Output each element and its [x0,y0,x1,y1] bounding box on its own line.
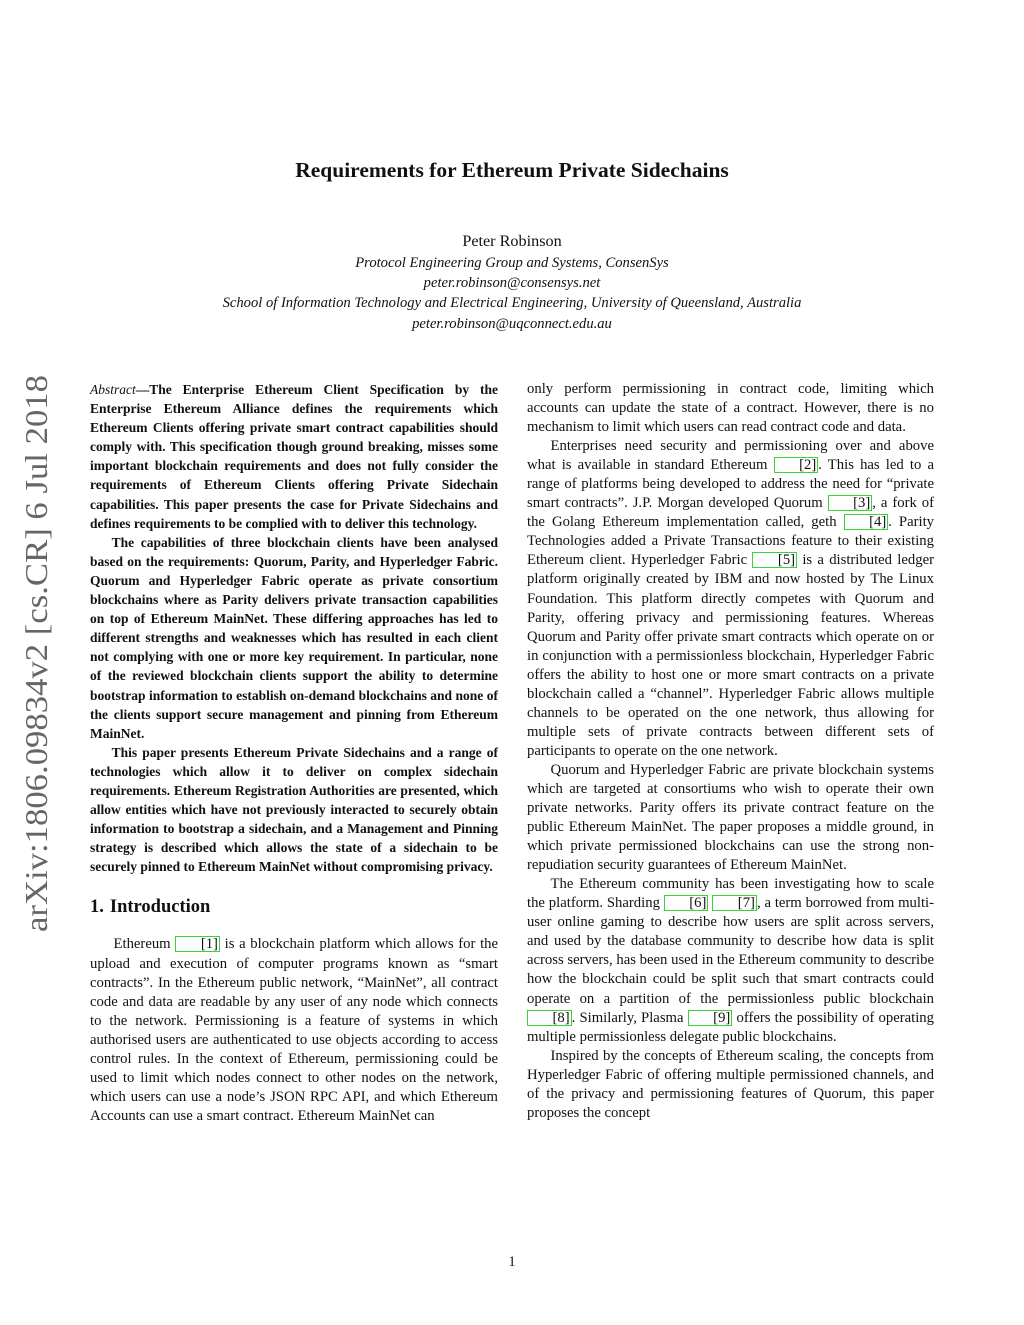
citation-link[interactable]: [7] [712,895,757,911]
citation-link[interactable]: [8] [527,1010,572,1026]
right-paragraph-2: Quorum and Hyperledger Fabric are private blockchain systems which are targeted at consortiums who wish to operate their own private networks. Parity offers its private contract feature on the public Ethereum MainNet. The paper proposes a middle ground, in which private permissioned blockchains can use the strong non-repudiation security guarantees of Ethereum MainNet. [527,761,934,874]
page-number: 1 [508,1254,516,1270]
arxiv-stamp-text: arXiv:1806.09834v2 [cs.CR] 6 Jul 2018 [18,418,54,932]
citation-link[interactable]: [9] [688,1010,733,1026]
author-name: Peter Robinson [462,232,562,250]
citation-link[interactable]: [2] [774,457,819,473]
citation-link[interactable]: [4] [844,514,889,530]
abstract-label: Abstract [90,382,136,397]
paper-title: Requirements for Ethereum Private Sidechains [295,158,729,182]
intro-paragraph-1: Ethereum [1] is a blockchain platform which allows for the upload and execution of computer programs known as “smart contracts”. In the Ethereum public network, “MainNet”, all contract code and data are readable by any user of any node which connects to the network. Permissioning is a feature of systems in which authorised users are authenticated to use objects according to access control rules. In the context of Ethereum, permissioning could be used to limit which nodes connect to other nodes on the network, which users can use a node’s JSON RPC API, and which Ethereum Accounts can use a smart contract. Ethereum MainNet can [90,936,499,1124]
right-column [527,380,934,1123]
section-title: Introduction [109,897,211,918]
right-paragraph-1: Enterprises need security and permissioning over and above what is available in standard Ethereum [2] . This has led to a range of platforms being developed to address the need for “private smart contracts”. J.P. Morgan developed Quorum [3] , a fork of the Golang Ethereum implementation called, geth [4] . Parity Technologies added a Private Transactions feature to their existing Ethereum client. Hyperledger Fabric [5] is a distributed ledger platform originally created by IBM and now hosted by The Linux Foundation. This platform directly competes with Quorum and Parity, offering privacy and permissioning features. Whereas Quorum and Parity offer private smart contracts which operate on or in conjunction with a permissionless blockchain, Hyperledger Fabric offers the ability to host one or more smart contracts on a private blockchain called a “channel”. Hyperledger Fabric allows multiple channels to be operated on the one network, thus allowing for multiple sets of private contracts between different sets of participants to operate on the one network. [527,438,934,759]
affiliation-2: School of Information Technology and Electrical Engineering, University of Queensland, Australia [222,295,802,311]
right-paragraph-0: only perform permissioning in contract code, limiting which accounts can update the state of a contract. However, there is no mechanism to limit which users can read contract code and data. [527,381,934,436]
email-2: peter.robinson@uqconnect.edu.au [412,316,612,332]
abstract-p3: This paper presents Ethereum Private Sidechains and a range of technologies which allow it to deliver on complex sidechain requirements. Ethereum Registration Authorities are presented, which allow entities which have not previously interacted to securely obtain information to bootstrap a sidechain, and a Management and Pinning strategy is described which allows the state of a sidechain to be securely pinned to Ethereum MainNet without compromising privacy. [90,744,498,875]
abstract-p1: The Enterprise Ethereum Client Specification by the Enterprise Ethereum Alliance defines the requirements which Ethereum Clients offering private smart contract capabilities should comply with. This specification though ground breaking, misses some important blockchain requirements and does not fully consider the requirements of Ethereum Clients offering Private Sidechain capabilities. This paper presents the case for Private Sidechains and defines requirements to be complied with to deliver this technology. [90,382,498,531]
section-number: 1. [90,897,104,918]
right-paragraph-4: Inspired by the concepts of Ethereum scaling, the concepts from Hyperledger Fabric of offering multiple permissioned channels, and of the privacy and permissioning features of Quorum, this paper proposes the concept [527,1047,934,1121]
affiliation-1: Protocol Engineering Group and Systems, ConsenSys [355,255,669,271]
citation-link[interactable]: [6] [664,895,709,911]
citation-link[interactable]: [3] [828,495,873,511]
citation-link[interactable]: [1] [175,936,220,952]
abstract-p2: The capabilities of three blockchain clients have been analysed based on the requirements: Quorum, Parity, and Hyperledger Fabric. Quorum and Hyperledger Fabric operate as private consortium blockchains where as Parity delivers private transaction capabilities on top of Ethereum MainNet. These differing approaches has led to different strengths and weaknesses which has resulted in each client not complying with one or more key requirement. In particular, none of the reviewed blockchain clients support the ability to determine bootstrap information to establish on-demand blockchains and none of the clients support secure management and pinning from Ethereum MainNet. [90,534,498,741]
right-paragraph-3: The Ethereum community has been investigating how to scale the platform. Sharding [6] [7] , a term borrowed from multi-user online gaming to describe how users are split across servers, and used by the database community to describe how data is split across servers, has been used in the Ethereum community to describe how the blockchain could be split such that smart contracts could operate on a partition of the permissionless public blockchain [8] . Similarly, Plasma [9] offers the possibility of operating multiple permissionless delegate public blockchains. [527,876,935,1045]
left-column [90,380,498,1126]
section-heading-introduction [90,898,498,917]
email-1: peter.robinson@consensys.net [423,275,601,291]
citation-link[interactable]: [5] [752,552,797,568]
arxiv-stamp [17,375,57,932]
abstract [90,380,498,876]
abstract-dash: — [135,382,150,397]
